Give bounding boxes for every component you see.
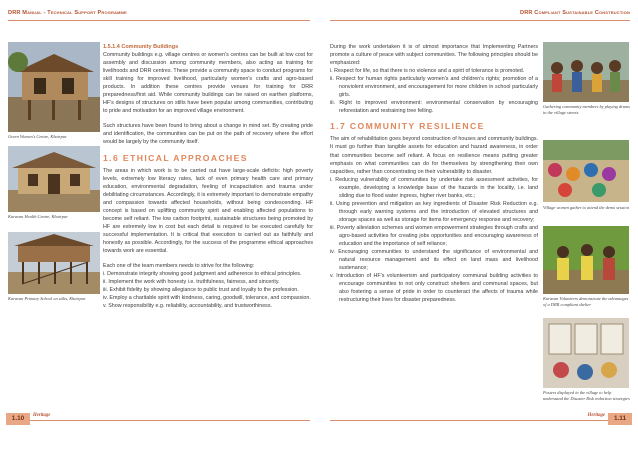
right-text-column <box>330 43 538 304</box>
list-item: iii. Poverty alleviation schemes and women empowerment strategies through crafts and agro-based activities for creating jobs opportunities and encouraging awareness of education and the importance of self reliance; <box>330 224 538 248</box>
paragraph: The aim of rehabilitation goes beyond construction of houses and community buildings. It must go further than tangible assets for education and hazard awareness, in order that communities become self reliant. A focus on resilience means putting greater emphasis on what communities can do for themselves by strengthening their own capacities, rather than concentrating on their vulnerability to disaster. <box>330 136 538 175</box>
heritage-foundation-logo: Heritage <box>33 413 51 418</box>
photo-village-women <box>543 140 629 202</box>
paragraph: Community buildings e.g. village centres or women's centres can be built at low cost for assembly and discussion among community members, also acting as training for livelihoods and DRR centres. These provide a community space to conduct programs for skill training for improved livelihood, particularly women's crafts and agro-based products. In addition these centres provide venues for training for DRR preparedness/first aid. While community buildings can be raised on earthen platforms, HF's designs of structures on stilts have been popular among communities, contributing to pride and motivation for an improved village environment. <box>103 52 313 115</box>
list-item: iii. Right to improved environment: environmental conservation by encouraging reforestation and restraining tree felling. <box>330 100 538 115</box>
left-text-column <box>103 43 313 310</box>
right-running-header: DRR Compliant Sustainable Construction <box>520 10 630 16</box>
list-item: ii. Using prevention and mitigation as key ingredients of Disaster Risk Reduction e.g. through early warning systems and the introduction of elevated structures and storage spaces as well as storage for items for emergency response and recovery; <box>330 200 538 223</box>
paragraph: During the work undertaken it is of utmost importance that Implementing Partners promote a culture of peace with subject communities. The following principles should be emphasized: <box>330 44 538 67</box>
section-title-community-resilience: 1.7 COMMUNITY RESILIENCE <box>330 121 485 132</box>
caption-photo7: Posters displayed in the village to help understand the Disaster Risk reduction strategies <box>543 390 630 401</box>
list-item: i. Respect for life, so that there is no violence and a spirit of tolerance is promoted. <box>330 68 525 75</box>
list-item: iii. Exhibit fidelity by showing allegiance to public trust and loyalty to the profession. <box>103 287 299 294</box>
list-item: i. Reducing vulnerability of communities by undertake risk assessment activities, for example, developing a knowledge base of the hazards in the locality, i.e. land sliding due to flood water ingress, higher river banks, etc.; <box>330 176 538 199</box>
caption-photo4: Gathering community members by playing drums in the village streets. <box>543 104 630 115</box>
list-item: i. Demonstrate integrity showing good judgment and adherence to ethical principles. <box>103 271 302 278</box>
photo-karavan-primary-school <box>8 232 100 294</box>
paragraph: The areas in which work is to be carried out have large-scale deficits: high poverty levels, extremely low literacy rates, lack of even primary health care and primary education, environmental degradation, feeling of incapacitation and trauma under debilitating circumstances. Accordingly, it is extremely important to demonstrate empathy and compassion towards affected households, without being condescending. HF concept is based on uplifting community spirit and enabling affected populations to become self reliant. The low carbon footprint, sustainable structures being promoted by HF are extremely low in cost but each detail is required to be executed carefully for successful implementation. It is critical that execution is carried out as faithfully and honestly as possible. Accordingly, for the success of the programme ethical approaches towards work are essential. <box>103 167 313 254</box>
section-title-ethical-approaches: 1.6 ETHICAL APPROACHES <box>103 152 248 163</box>
list-item: v. Show responsibility e.g. reliability, accountability, and trustworthiness. <box>103 303 272 310</box>
paragraph: Such structures have been found to bring about a change in mind set. By creating pride and identification, the communities can be put on the path of recovery where the effort would be largely by the community itself. <box>103 123 313 146</box>
left-running-header: DRR Manual - Technical Support Programme <box>8 10 127 16</box>
caption-photo1: Green Women's Centre, Khairpur <box>8 134 67 139</box>
page-number-left: 1.10 <box>6 413 30 425</box>
header-rule-right <box>330 20 630 21</box>
photo-posters <box>543 318 629 388</box>
caption-photo2: Karavan Health Centre, Khairpur <box>8 214 68 219</box>
paragraph: Each one of the team members needs to strive for the following: <box>103 263 255 270</box>
footer-rule-right <box>330 420 630 421</box>
photo-karavan-health-centre <box>8 146 100 212</box>
list-item: ii. Implement the work with honesty i.e. truthfulness, fairness, and sincerity. <box>103 279 280 286</box>
caption-photo3: Karavan Primary School on stilts, Khairpur <box>8 296 86 301</box>
list-item: ii. Respect for human rights particularly women's and children's rights; promotion of a nonviolent environment, and encouragement for more children in school particularly girls. <box>330 76 538 99</box>
list-item: v. Introduction of HF's volunteerism and participatory communal building activities to encourage communities to not only construct shelters and communal spaces, but also fostering a sense of pride in order to counteract the affects of trauma while restructuring their lives for disaster preparedness. <box>330 273 538 304</box>
list-item: iv. Encouraging communities to understand the significance of environmental and natural resource management and its effect on land mass and livelihood sustenance; <box>330 249 538 272</box>
header-rule-left <box>8 20 310 21</box>
photo-green-womens-centre <box>8 42 100 132</box>
photo-drums-gathering <box>543 42 629 102</box>
footer-rule-left <box>8 420 310 421</box>
photo-karavan-volunteers <box>543 226 629 294</box>
heritage-foundation-logo: Heritage <box>587 413 605 418</box>
page-number-right: 1.11 <box>608 413 632 425</box>
caption-photo6: Karavan Volunteers demonstrate the advantages of a DRR compliant shelter <box>543 296 629 307</box>
list-item: iv. Employ a charitable spirit with kindness, caring, goodwill, tolerance, and compassion. <box>103 295 311 302</box>
caption-photo5: Village women gather to attend the demo session <box>543 205 629 210</box>
subheading-community-buildings: 1.5.1.4 Community Buildings <box>103 44 179 50</box>
